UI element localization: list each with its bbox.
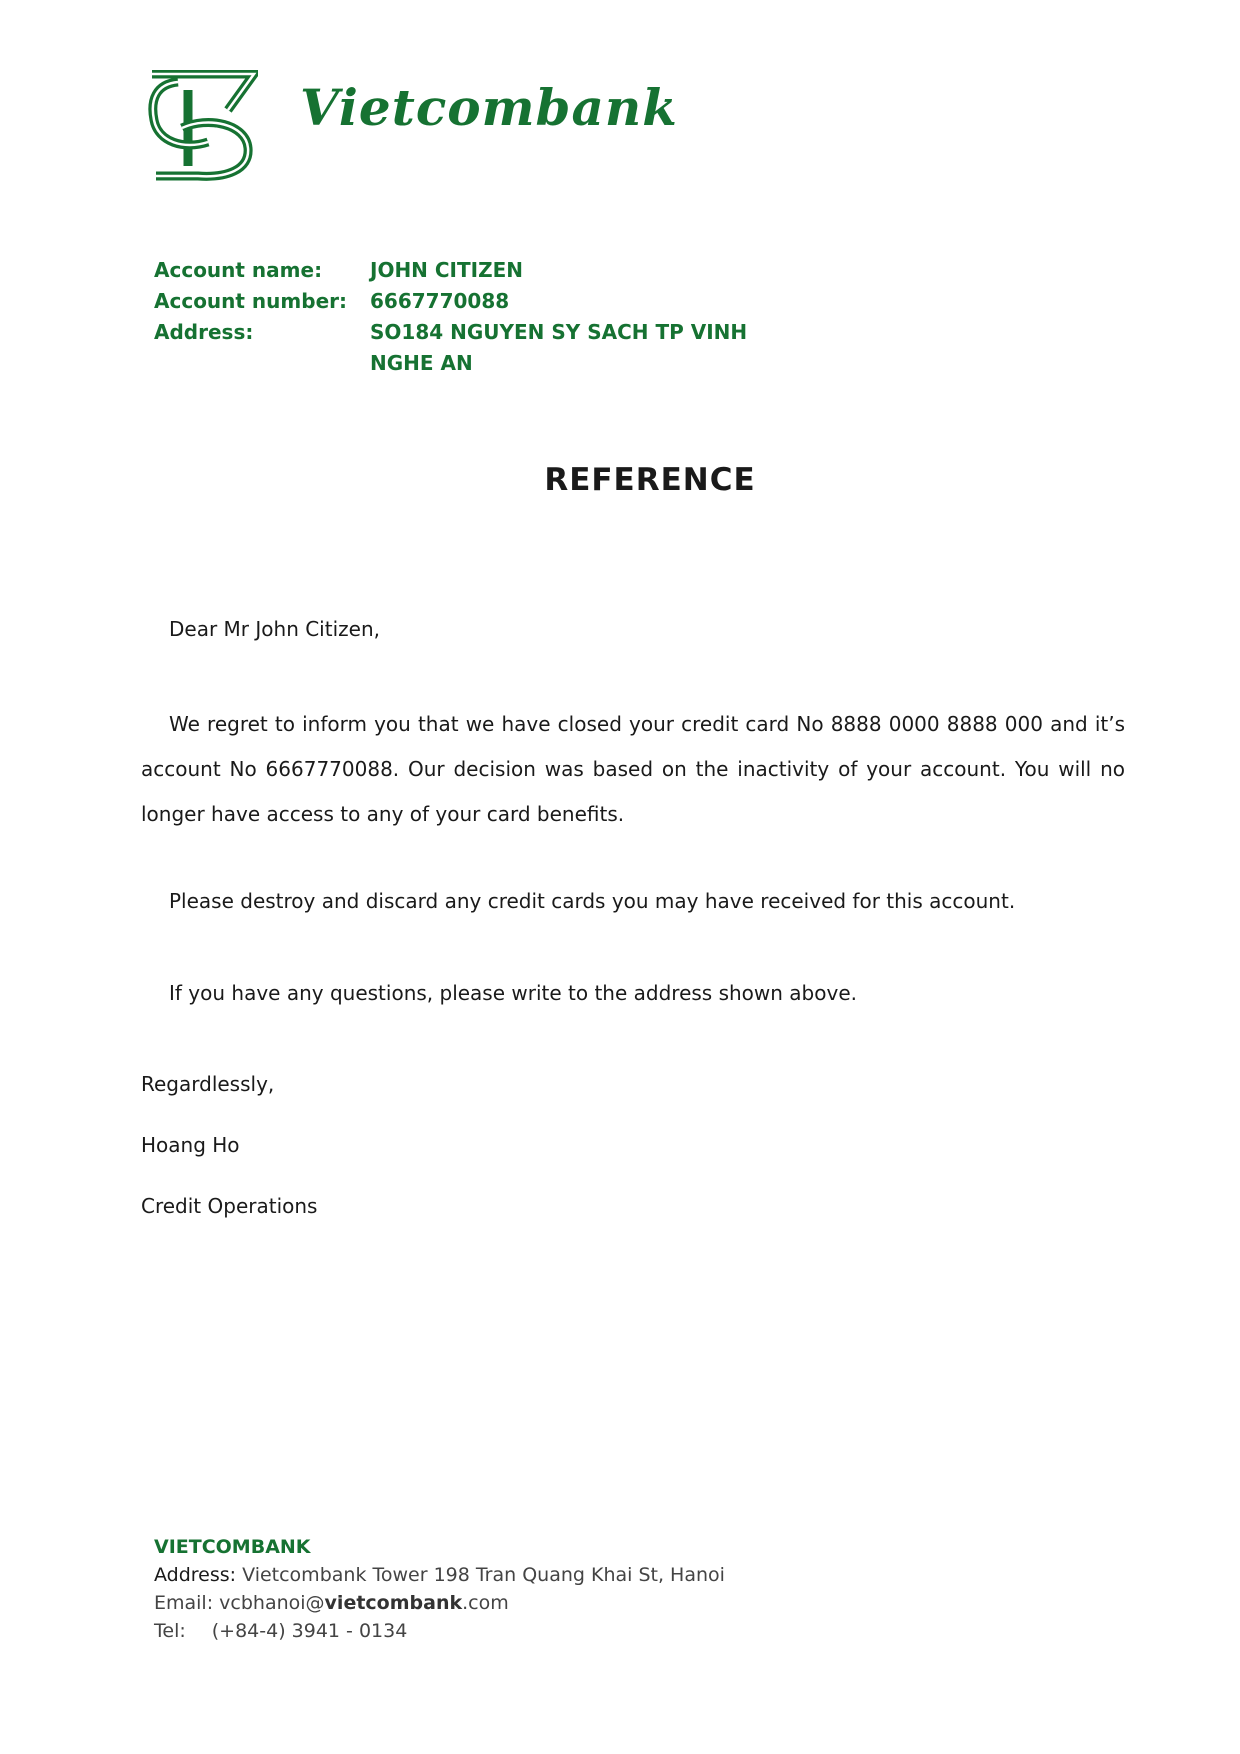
paragraph-closure-notice: We regret to inform you that we have closed your credit card No 8888 0000 8888 000 and it’s account No 6667770088. Our decision was based on the inactivity of your account. You will no longer have access to any of your card benefits.	[141, 712, 1125, 826]
footer-email-tld: .com	[462, 1592, 509, 1614]
paragraph-questions: If you have any questions, please write to the address shown above.	[169, 981, 857, 1005]
footer-tel-value: (+84-4) 3941 - 0134	[211, 1620, 408, 1642]
address-value-line2: NGHE AN	[370, 351, 473, 375]
footer-email-user: vcbhanoi@	[219, 1592, 325, 1614]
address-label-empty	[154, 348, 370, 379]
salutation: Dear Mr John Citizen,	[169, 617, 380, 641]
account-number-value: 6667770088	[370, 289, 510, 313]
address-row	[154, 317, 790, 348]
account-name-label: Account name:	[154, 258, 323, 282]
closing: Regardlessly,	[141, 1072, 275, 1096]
footer-address	[154, 1561, 725, 1589]
footer-bank-name: VIETCOMBANK	[154, 1536, 311, 1558]
footer-email-domain: vietcombank	[324, 1592, 463, 1614]
account-number-label: Account number:	[154, 289, 347, 313]
account-name-row	[154, 255, 790, 286]
address-label: Address:	[154, 320, 254, 344]
letter-title: REFERENCE	[544, 462, 756, 498]
footer-tel	[154, 1617, 725, 1645]
bank-wordmark: Vietcombank	[300, 78, 678, 137]
vcb-monogram-logo-icon	[148, 70, 258, 182]
footer-address-value: Vietcombank Tower 198 Tran Quang Khai St, Hanoi	[236, 1564, 725, 1586]
signer-department: Credit Operations	[141, 1194, 318, 1218]
footer-email-label: Email:	[154, 1592, 220, 1614]
letterhead	[148, 70, 708, 182]
footer	[154, 1533, 725, 1645]
paragraph-destroy-cards: Please destroy and discard any credit cards you may have received for this account.	[169, 889, 1016, 913]
address-row-continued	[154, 348, 790, 379]
account-number-row	[154, 286, 790, 317]
footer-address-label: Address:	[154, 1564, 237, 1586]
address-value-line1: SO184 NGUYEN SY SACH TP VINH	[370, 320, 748, 344]
account-name-value: JOHN CITIZEN	[370, 258, 523, 282]
signer-name: Hoang Ho	[141, 1133, 240, 1157]
footer-tel-label: Tel:	[154, 1620, 186, 1642]
footer-email	[154, 1589, 725, 1617]
account-details	[154, 255, 790, 379]
